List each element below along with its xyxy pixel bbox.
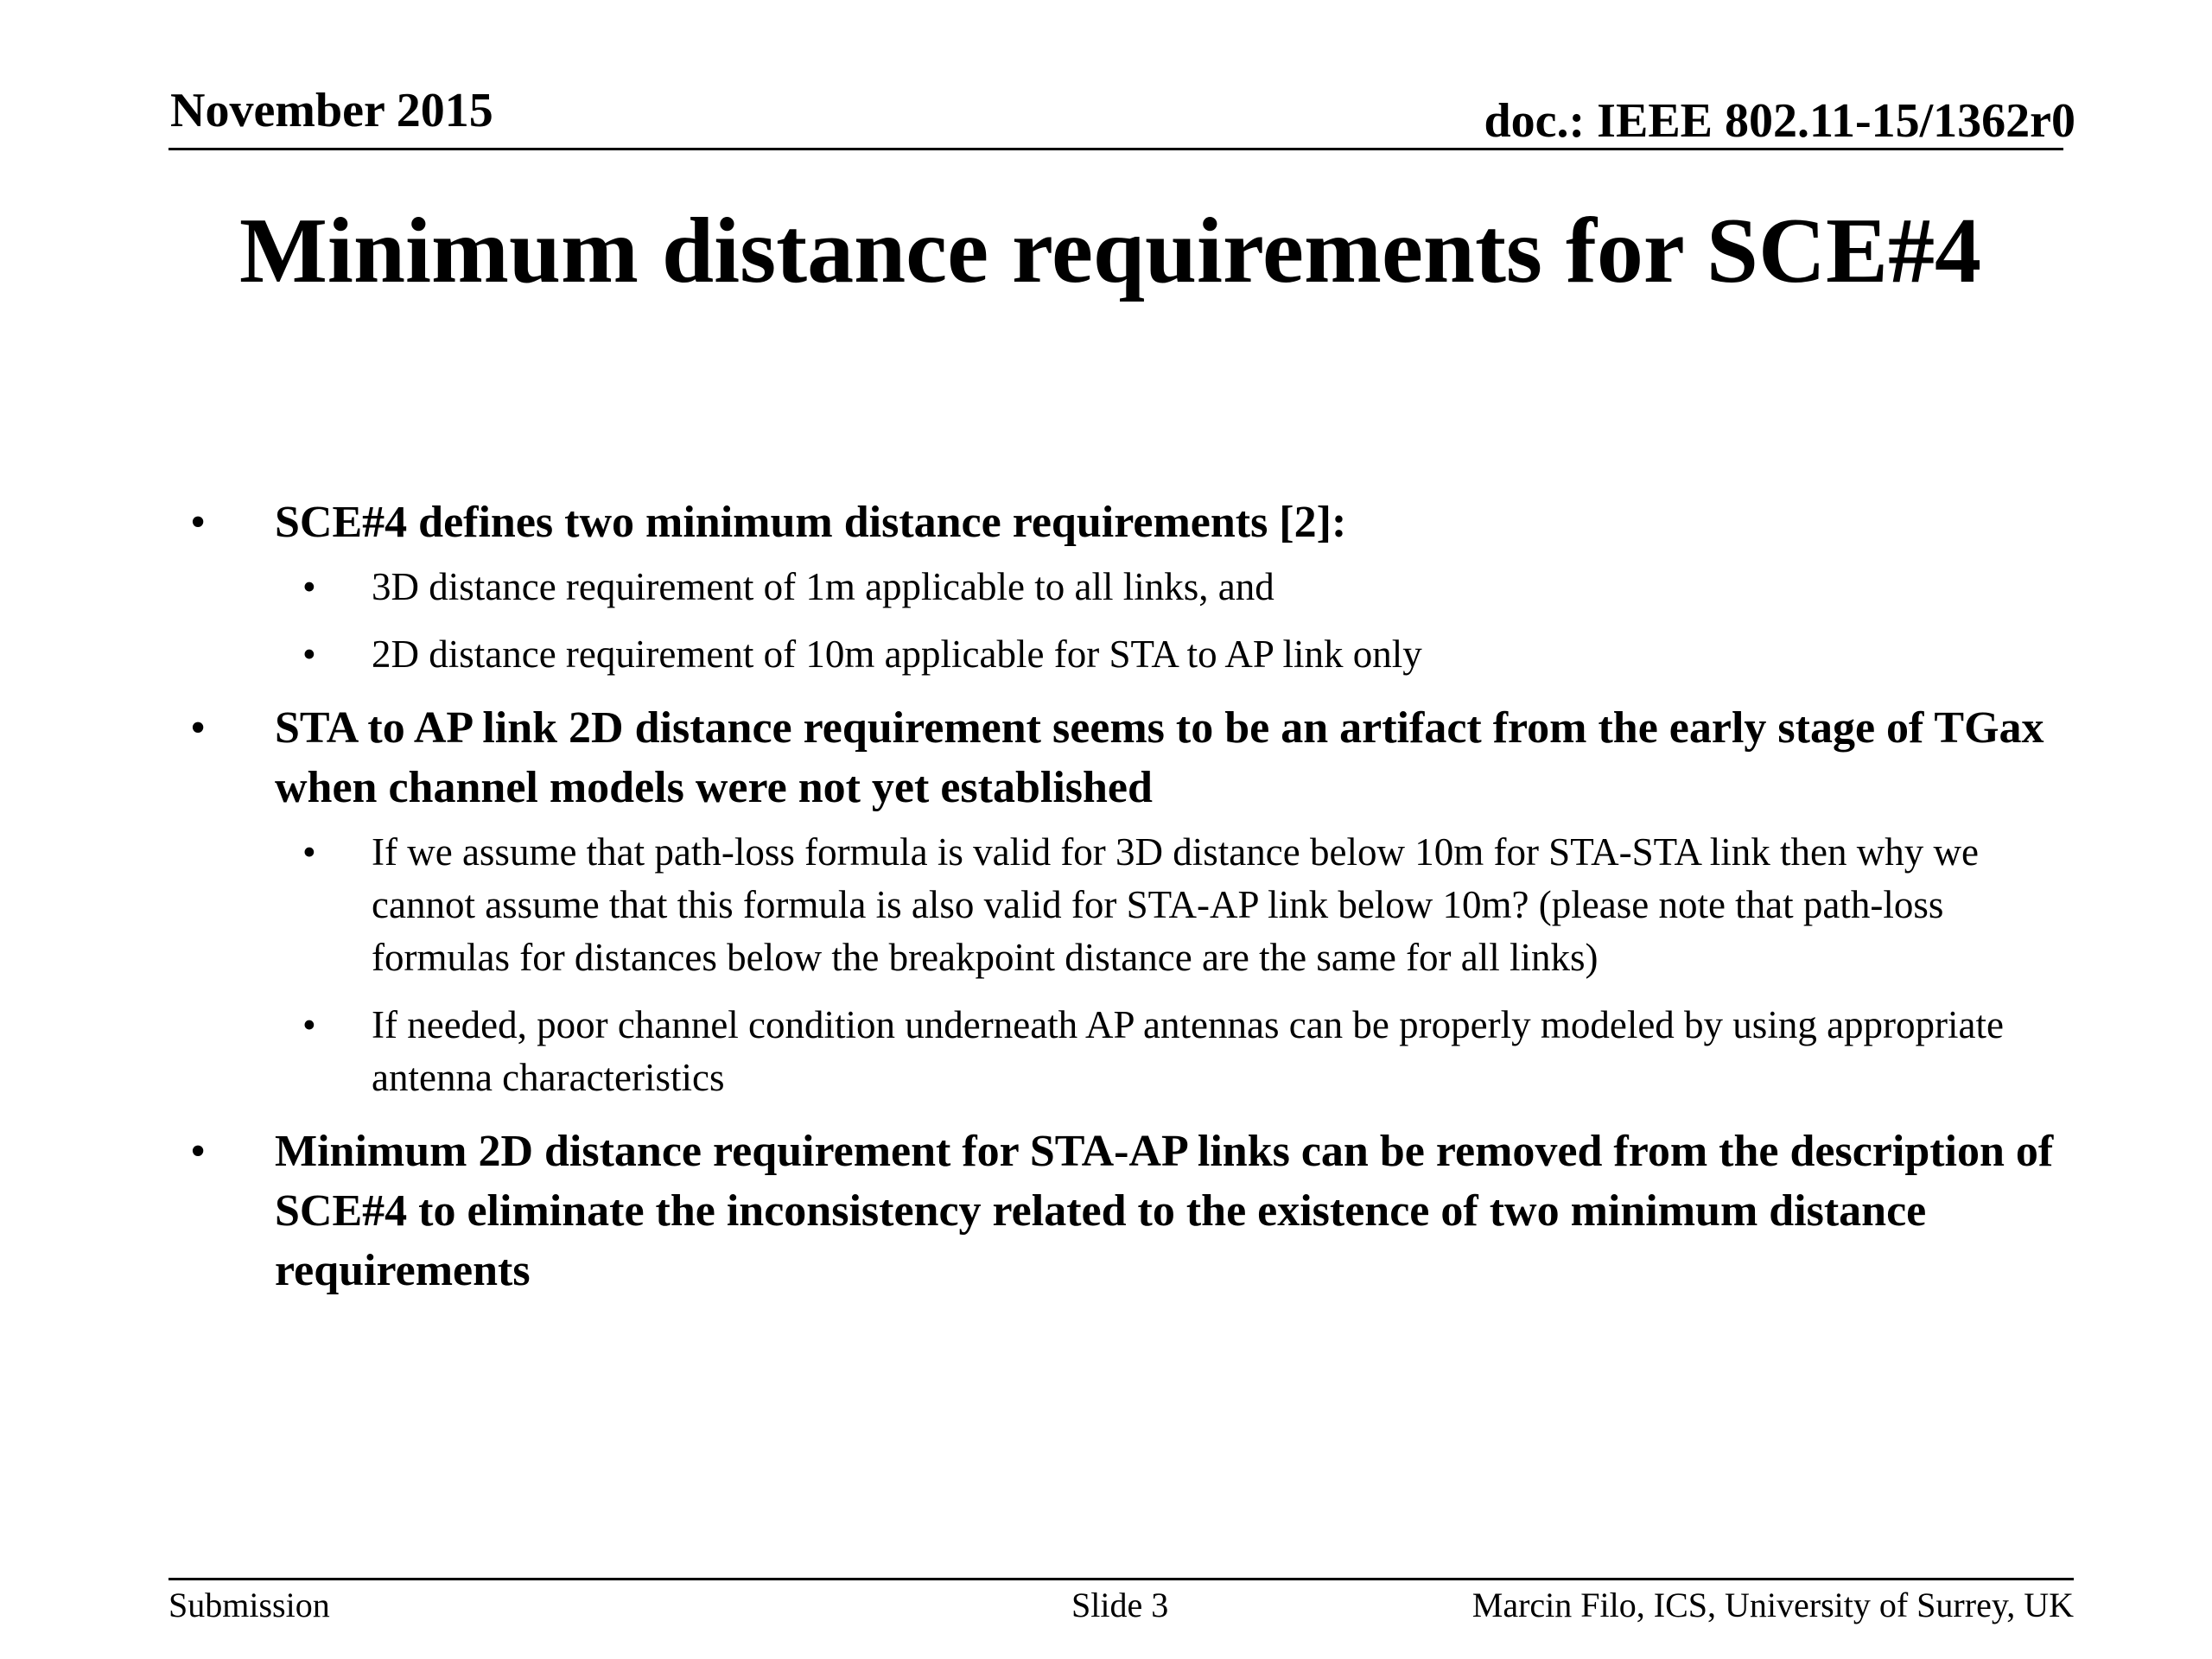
- sub-bullet-item: [0, 561, 2212, 613]
- bullet-item: [0, 698, 2212, 817]
- slide-title: Minimum distance requirements for SCE#4: [239, 200, 1981, 302]
- slide-content: [0, 493, 2212, 1300]
- footer-submission: Submission: [168, 1586, 330, 1624]
- bullet-text: SCE#4 defines two minimum distance requirements [2]:: [275, 498, 1347, 547]
- sub-bullet-dot: •: [302, 1003, 316, 1046]
- sub-bullet-text: 2D distance requirement of 10m applicable for STA to AP link only: [372, 632, 1422, 676]
- sub-bullet-dot: •: [302, 565, 316, 608]
- header-divider: [168, 148, 2063, 150]
- bullet-item: [0, 1122, 2212, 1300]
- sub-bullet-dot: •: [302, 632, 316, 676]
- sub-bullet-item: [0, 628, 2212, 681]
- sub-bullet-text: If needed, poor channel condition underneath AP antennas can be properly modeled by using appropriate antenna characteristics: [372, 1003, 2004, 1099]
- bullet-text: Minimum 2D distance requirement for STA-AP links can be removed from the description of SCE#4 to eliminate the inconsistency related to the existence of two minimum distance requirements: [275, 1127, 2054, 1295]
- header-doc-id: doc.: IEEE 802.11-15/1362r0: [1484, 94, 2075, 148]
- footer-author: Marcin Filo, ICS, University of Surrey, UK: [1471, 1586, 2074, 1624]
- sub-bullet-item: [0, 826, 2212, 984]
- sub-bullet-item: [0, 999, 2212, 1104]
- footer-slide-number: Slide 3: [1071, 1586, 1169, 1624]
- bullet-dot: •: [190, 498, 207, 547]
- sub-bullet-dot: •: [302, 830, 316, 874]
- bullet-dot: •: [190, 1127, 207, 1176]
- sub-bullet-text: If we assume that path-loss formula is valid for 3D distance below 10m for STA-STA link then why we cannot assume that this formula is also valid for STA-AP link below 10m? (please note that path-loss formulas for distances below the breakpoint distance are the same for all links): [372, 830, 1979, 979]
- footer-divider: [168, 1578, 2074, 1580]
- bullet-item: [0, 493, 2212, 552]
- sub-bullet-text: 3D distance requirement of 1m applicable to all links, and: [372, 565, 1274, 608]
- header-date: November 2015: [170, 84, 493, 137]
- bullet-text: STA to AP link 2D distance requirement seems to be an artifact from the early stage of TGax when channel models were not yet established: [275, 703, 2044, 812]
- bullet-dot: •: [190, 703, 207, 753]
